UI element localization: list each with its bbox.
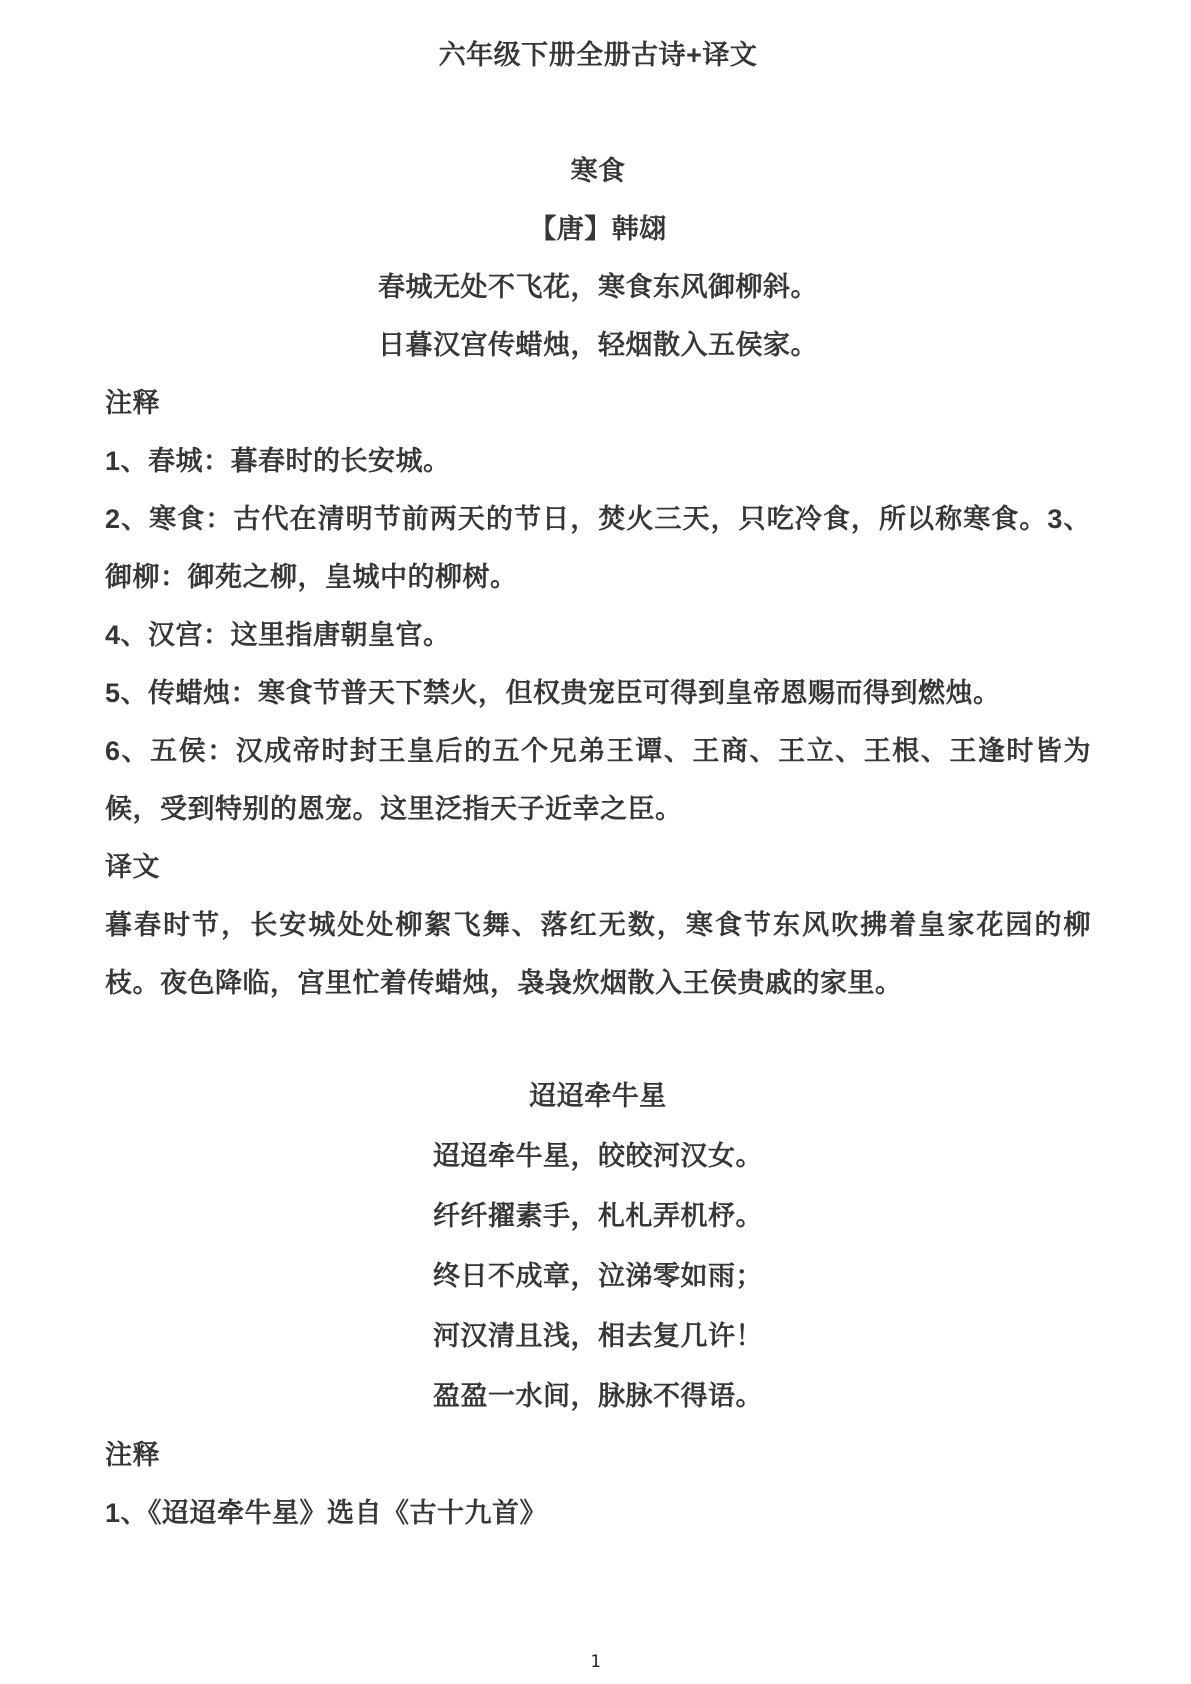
poem1-title: 寒食 xyxy=(570,156,626,186)
poem2-line: 河汉清且浅，相去复几许！ xyxy=(433,1321,763,1351)
note-item: 6、五侯：汉成帝时封王皇后的五个兄弟王谭、王商、王立、王根、王逢时皆为候，受到特别的恩宠。这里泛指天子近幸之臣。 xyxy=(105,736,1091,824)
poem2-title: 迢迢牵牛星 xyxy=(529,1081,667,1111)
poem2-notes-heading: 注释 xyxy=(105,1440,160,1470)
note-item: 1、春城：暮春时的长安城。 xyxy=(105,446,451,476)
note-item: 1、《迢迢牵牛星》选自《古十九首》 xyxy=(105,1498,548,1528)
note-item: 4、汉宫：这里指唐朝皇官。 xyxy=(105,620,451,650)
document-title: 六年级下册全册古诗+译文 xyxy=(438,40,758,70)
poem1-line: 春城无处不飞花，寒食东风御柳斜。 xyxy=(378,272,818,302)
poem2-line: 终日不成章，泣涕零如雨； xyxy=(433,1261,763,1291)
note-item: 2、寒食：古代在清明节前两天的节日，焚火三天，只吃冷食，所以称寒食。3、御柳：御苑之柳，皇城中的柳树。 xyxy=(105,504,1091,592)
poem2-line: 纤纤擢素手，札札弄机杼。 xyxy=(433,1201,763,1231)
page-number: 1 xyxy=(590,1652,601,1672)
note-item: 5、传蜡烛：寒食节普天下禁火，但权贵宠臣可得到皇帝恩赐而得到燃烛。 xyxy=(105,678,1001,708)
poem1-line: 日暮汉宫传蜡烛，轻烟散入五侯家。 xyxy=(378,330,818,360)
poem1-translation-heading: 译文 xyxy=(105,852,160,882)
poem2-section xyxy=(105,1066,1091,1542)
poem1-notes-heading: 注释 xyxy=(105,388,160,418)
poem1-author: 【唐】韩翃 xyxy=(529,214,667,244)
poem2-line: 迢迢牵牛星，皎皎河汉女。 xyxy=(433,1141,763,1171)
poem2-line: 盈盈一水间，脉脉不得语。 xyxy=(433,1381,763,1411)
poem1-section xyxy=(105,142,1091,1012)
poem1-translation-text: 暮春时节，长安城处处柳絮飞舞、落红无数，寒食节东风吹拂着皇家花园的柳枝。夜色降临，宫里忙着传蜡烛，袅袅炊烟散入王侯贵戚的家里。 xyxy=(105,910,1091,998)
